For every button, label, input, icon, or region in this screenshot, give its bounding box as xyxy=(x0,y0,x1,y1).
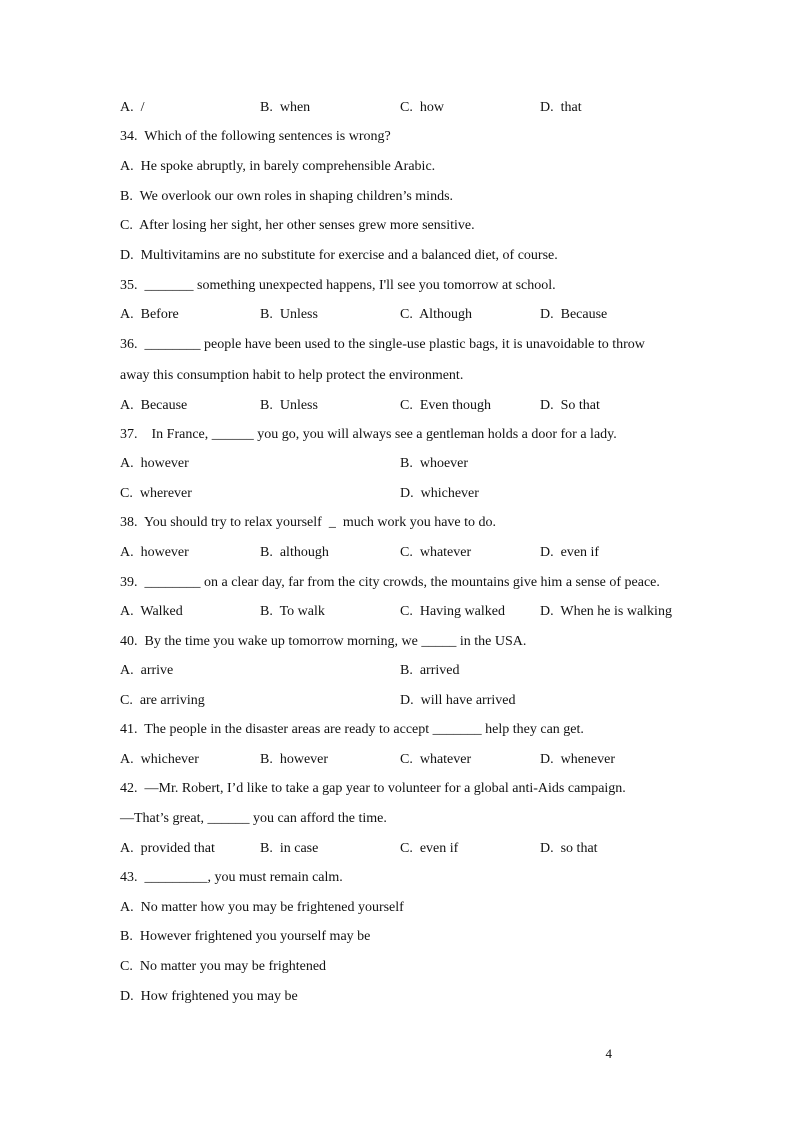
answer-option: D. whenever xyxy=(540,752,616,767)
text-line: B. However frightened you yourself may be xyxy=(120,929,371,944)
text-line: 41. The people in the disaster areas are ready to accept _______ help they can get. xyxy=(120,722,584,737)
answer-option: A. Because xyxy=(120,398,188,413)
text-line: D. How frightened you may be xyxy=(120,989,298,1004)
answer-option: D. Because xyxy=(540,307,608,322)
text-line: 37. In France, ______ you go, you will always see a gentleman holds a door for a lady. xyxy=(120,427,617,442)
answer-option: C. Even though xyxy=(400,398,491,413)
answer-option: D. even if xyxy=(540,545,600,560)
answer-option: C. whatever xyxy=(400,752,472,767)
text-line: 42. —Mr. Robert, I’d like to take a gap year to volunteer for a global anti-Aids campaign. xyxy=(120,781,626,796)
answer-option: D. When he is walking xyxy=(540,604,672,619)
answer-option: A. provided that xyxy=(120,841,215,856)
answer-option: C. Having walked xyxy=(400,604,505,619)
text-line: A. He spoke abruptly, in barely comprehensible Arabic. xyxy=(120,159,436,174)
answer-option: B. however xyxy=(260,752,329,767)
answer-option: B. Unless xyxy=(260,307,318,322)
text-line: —That’s great, ______ you can afford the time. xyxy=(120,811,387,826)
page-number: 4 xyxy=(605,1046,612,1061)
answer-option: D. so that xyxy=(540,841,598,856)
answer-option: D. So that xyxy=(540,398,600,413)
answer-option: C. are arriving xyxy=(120,693,205,708)
text-line: A. No matter how you may be frightened yourself xyxy=(120,900,404,915)
answer-option: C. Although xyxy=(400,307,472,322)
answer-option: A. / xyxy=(120,100,145,115)
text-line: 36. ________ people have been used to the single-use plastic bags, it is unavoidable to throw xyxy=(120,337,645,352)
answer-option: B. Unless xyxy=(260,398,318,413)
answer-option: C. whatever xyxy=(400,545,472,560)
text-line: 35. _______ something unexpected happens, I'll see you tomorrow at school. xyxy=(120,278,556,293)
answer-option: B. whoever xyxy=(400,456,469,471)
answer-option: C. wherever xyxy=(120,486,192,501)
text-line: 34. Which of the following sentences is wrong? xyxy=(120,129,391,144)
answer-option: A. whichever xyxy=(120,752,199,767)
answer-option: D. whichever xyxy=(400,486,479,501)
answer-option: B. To walk xyxy=(260,604,325,619)
answer-option: A. however xyxy=(120,545,189,560)
text-line: away this consumption habit to help protect the environment. xyxy=(120,368,464,383)
text-line: D. Multivitamins are no substitute for exercise and a balanced diet, of course. xyxy=(120,248,558,263)
answer-option: A. Before xyxy=(120,307,179,322)
answer-option: B. in case xyxy=(260,841,319,856)
text-line: C. No matter you may be frightened xyxy=(120,959,327,974)
text-line: C. After losing her sight, her other senses grew more sensitive. xyxy=(120,218,475,233)
answer-option: C. even if xyxy=(400,841,459,856)
answer-option: A. however xyxy=(120,456,189,471)
answer-option: A. arrive xyxy=(120,663,174,678)
answer-option: B. arrived xyxy=(400,663,460,678)
text-line: B. We overlook our own roles in shaping children’s minds. xyxy=(120,189,454,204)
answer-option: B. when xyxy=(260,100,311,115)
answer-option: D. that xyxy=(540,100,582,115)
answer-option: B. although xyxy=(260,545,329,560)
text-line: 43. _________, you must remain calm. xyxy=(120,870,343,885)
text-line: 38. You should try to relax yourself _ much work you have to do. xyxy=(120,515,497,530)
answer-option: A. Walked xyxy=(120,604,183,619)
answer-option: D. will have arrived xyxy=(400,693,516,708)
text-line: 40. By the time you wake up tomorrow morning, we _____ in the USA. xyxy=(120,634,527,649)
answer-option: C. how xyxy=(400,100,444,115)
text-line: 39. ________ on a clear day, far from the city crowds, the mountains give him a sense of peace. xyxy=(120,575,660,590)
